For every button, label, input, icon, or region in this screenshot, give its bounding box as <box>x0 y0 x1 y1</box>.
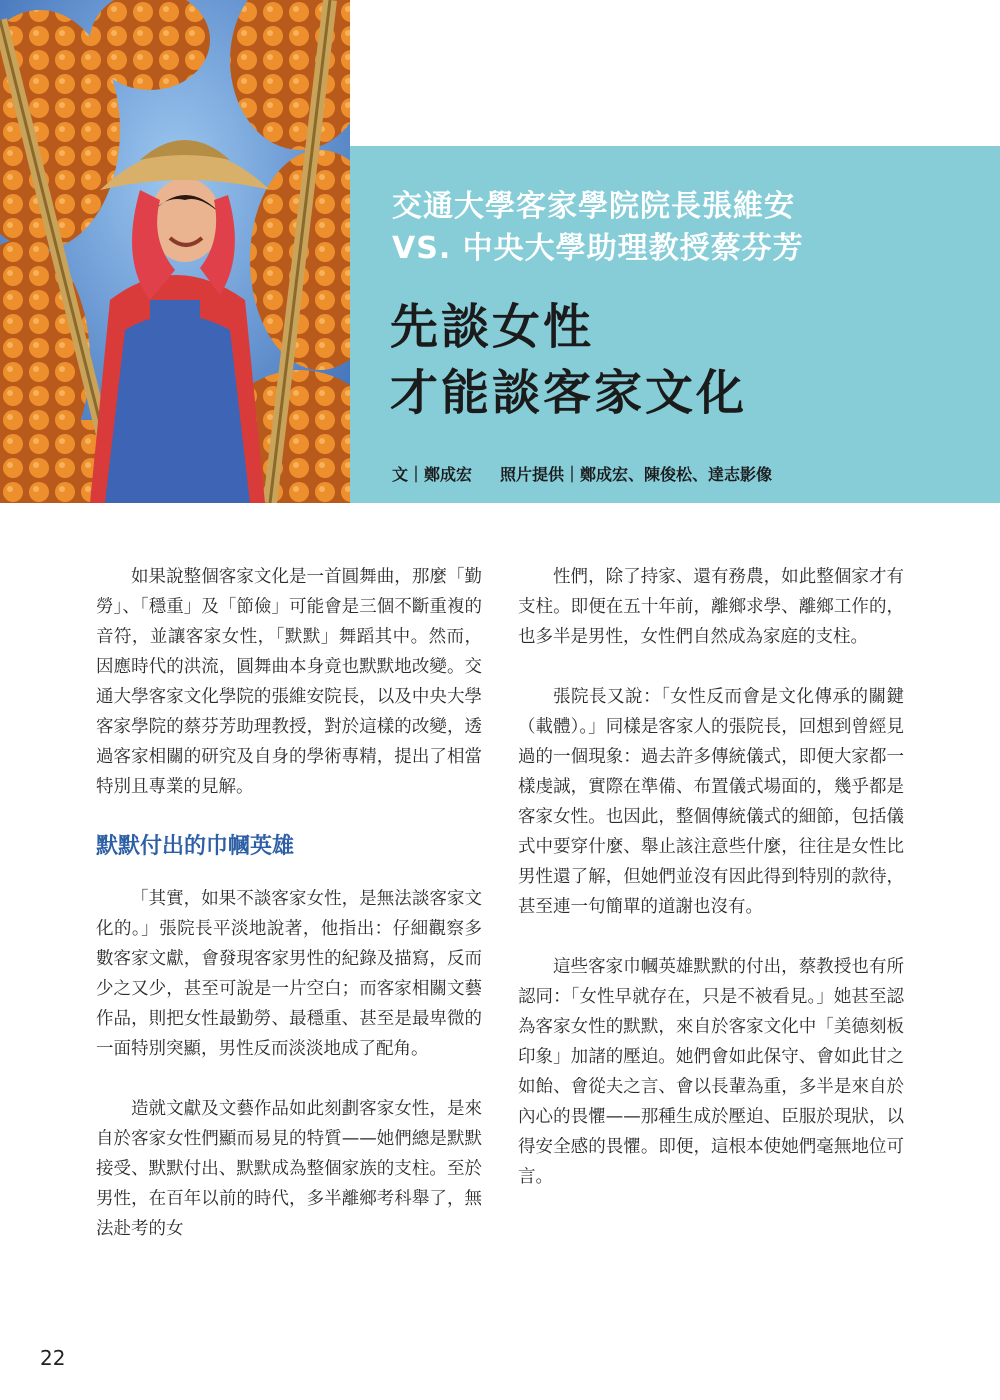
paragraph: 張院長又說：「女性反而會是文化傳承的關鍵（載體）。」同樣是客家人的張院長，回想到曾經見過的一個現象：過去許多傳統儀式，即便大家都一樣虔誠，實際在準備、布置儀式場面的，幾乎都是客家女性。也因此，整個傳統儀式的細節，包括儀式中要穿什麼、舉止該注意些什麼，往往是女性比男性還了解，但她們並沒有因此得到特別的款待，甚至連一句簡單的道謝也沒有。 <box>518 687 904 917</box>
paragraph: 「其實，如果不談客家女性，是無法談客家文化的。」張院長平淡地說著，他指出：仔細觀察多數客家文獻，會發現客家男性的紀錄及描寫，反而少之又少，甚至可說是一片空白；而客家相關文藝作品，則把女性最勤勞、最穩重、甚至是最卑微的一面特別突顯，男性反而淡淡地成了配角。 <box>96 889 482 1059</box>
subtitle-line-1: 交通大學客家學院院長張維安 <box>392 189 795 224</box>
title-line-2: 才能談客家文化 <box>390 365 748 421</box>
article-title <box>390 294 747 426</box>
paragraph: 性們，除了持家、還有務農，如此整個家才有支柱。即便在五十年前，離鄉求學、離鄉工作的，也多半是男性，女性們自然成為家庭的支柱。 <box>518 567 904 647</box>
photo-credit: 照片提供｜鄭成宏、陳俊松、達志影像 <box>500 465 773 484</box>
paragraph: 造就文獻及文藝作品如此刻劃客家女性，是來自於客家女性們顯而易見的特質——她們總是默默接受、默默付出、默默成為整個家族的支柱。至於男性，在百年以前的時代，多半離鄉考科舉了，無法赴考的女 <box>96 1099 482 1239</box>
right-column <box>518 562 904 1222</box>
title-line-1: 先談女性 <box>390 299 595 355</box>
title-block <box>350 146 1000 503</box>
woman-drying-persimmons-photo <box>0 0 350 503</box>
article-subtitle <box>392 186 804 270</box>
section-heading: 默默付出的巾幗英雄 <box>96 834 295 859</box>
subtitle-line-2: VS. 中央大學助理教授蔡芬芳 <box>392 231 804 266</box>
article-credits <box>392 462 772 485</box>
paragraph: 這些客家巾幗英雄默默的付出，蔡教授也有所認同：「女性早就存在，只是不被看見。」她甚至認為客家女性的默默，來自於客家文化中「美德刻板印象」加諸的壓迫。她們會如此保守、會如此甘之如飴、會從夫之言、會以長輩為重，多半是來自於內心的畏懼——那種生成於壓迫、臣服於現狀，以得安全感的畏懼。即便，這根本使她們毫無地位可言。 <box>518 957 904 1187</box>
paragraph: 如果說整個客家文化是一首圓舞曲，那麼「勤勞」、「穩重」及「節儉」可能會是三個不斷重複的音符，並讓客家女性，「默默」舞蹈其中。然而，因應時代的洪流，圓舞曲本身竟也默默地改變。交通大學客家文化學院的張維安院長，以及中央大學客家學院的蔡芬芳助理教授，對於這樣的改變，透過客家相關的研究及自身的學術專精，提出了相當特別且專業的見解。 <box>96 567 482 797</box>
left-column <box>96 562 482 1274</box>
page-number: 22 <box>40 1346 66 1370</box>
author-credit: 文｜鄭成宏 <box>392 465 473 484</box>
cover-photo <box>0 0 350 503</box>
